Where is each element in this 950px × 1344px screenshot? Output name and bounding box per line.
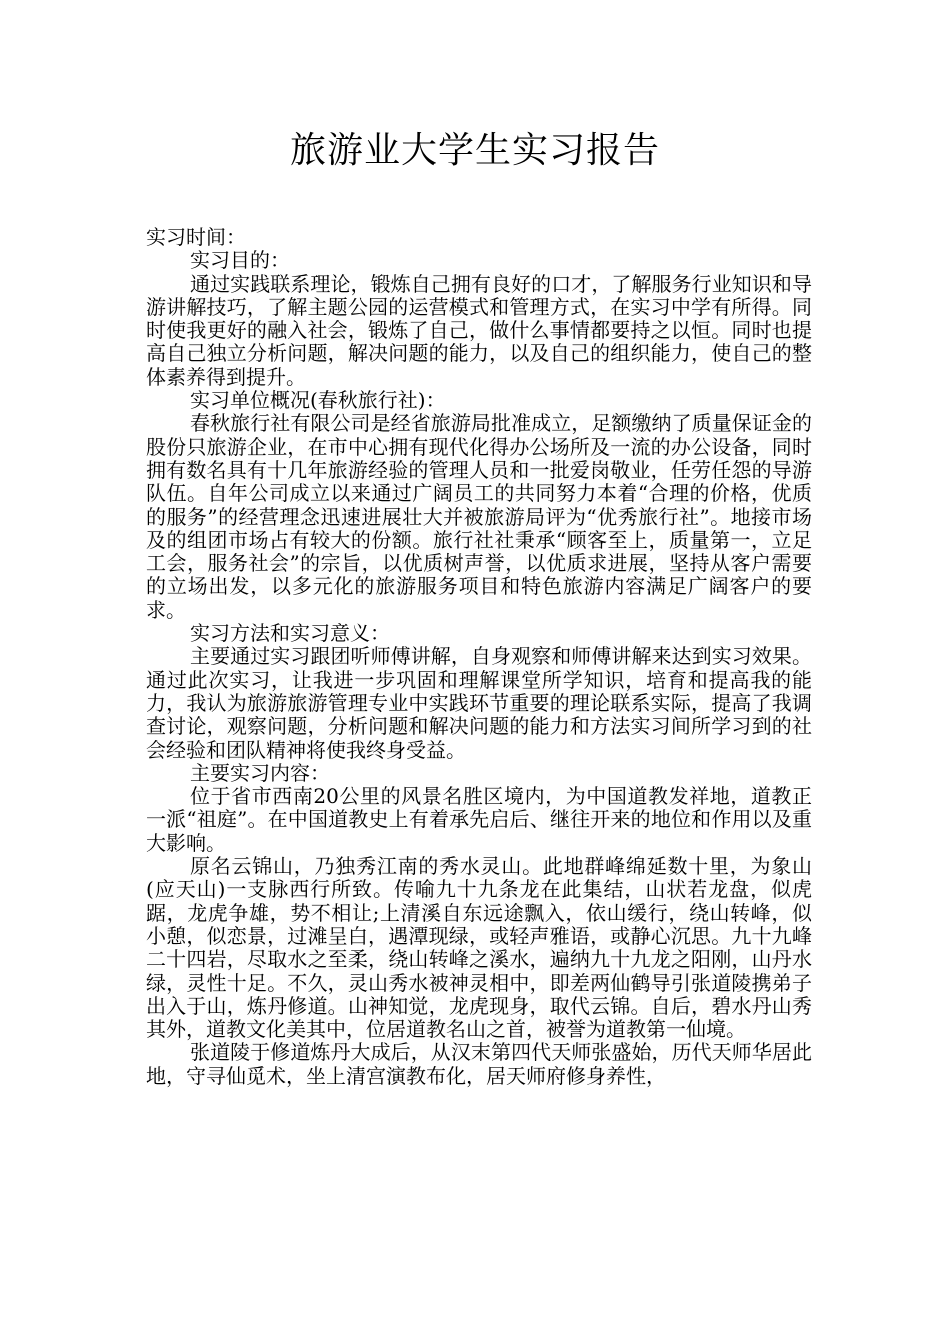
- paragraph-method-significance: 主要通过实习跟团听师傅讲解，自身观察和师傅讲解来达到实习效果。通过此次实习，让我进一步巩固和理解课堂所学知识，培育和提高我的能力，我认为旅游旅游管理专业中实践环节重要的理论联系实际，提高了我调查讨论，观察问题，分析问题和解决问题的能力和方法实习间所学习到的社会经验和团队精神将使我终身受益。: [146, 644, 812, 762]
- heading-internship-purpose: 实习目的：: [190, 248, 290, 273]
- paragraph-company-overview: 春秋旅行社有限公司是经省旅游局批准成立，足额缴纳了质量保证金的股份只旅游企业，在市中心拥有现代化得办公场所及一流的办公设备，同时拥有数名具有十几年旅游经验的管理人员和一批爱岗敬业，任劳任怨的导游队伍。自年公司成立以来通过广阔员工的共同努力本着“合理的价格，优质的服务”的经营理念迅速进展壮大并被旅游局评为“优秀旅行社”。地接市场及的组团市场占有较大的份额。旅行社社秉承“顾客至上，质量第一，立足工会，服务社会”的宗旨，以优质树声誉，以优质求进展，坚持从客户需要的立场出发，以多元化的旅游服务项目和特色旅游内容满足广阔客户的要求。: [146, 411, 812, 622]
- document-title: 旅游业大学生实习报告: [289, 130, 660, 171]
- paragraph-purpose: 通过实践联系理论，锻炼自己拥有良好的口才，了解服务行业知识和导游讲解技巧，了解主题公园的运营模式和管理方式，在实习中学有所得。同时使我更好的融入社会，锻炼了自己，做什么事情都要持之以恒。同时也提高自己独立分析问题，解决问题的能力，以及自己的组织能力，使自己的整体素养得到提升。: [146, 271, 812, 389]
- heading-main-content: 主要实习内容：: [190, 760, 330, 785]
- heading-company-overview: 实习单位概况(春秋旅行社)：: [190, 388, 446, 413]
- paragraph-zhang-daoling: 张道陵于修道炼丹大成后，从汉末第四代天师张盛始，历代天师华居此地，守寻仙觅术，坐上清宫演教布化，居天师府修身养性，: [146, 1040, 812, 1088]
- paragraph-history-mountain: 原名云锦山，乃独秀江南的秀水灵山。此地群峰绵延数十里，为象山(应天山)一支脉西行所致。传喻九十九条龙在此集结，山状若龙盘，似虎踞，龙虎争雄，势不相让;上清溪自东远途飘入，依山缓行，绕山转峰，似小憩，似恋景，过滩呈白，遇潭现绿，或轻声雅语，或静心沉思。九十九峰二十四岩，尽取水之至柔，绕山转峰之溪水，遍纳九十九龙之阳刚，山丹水绿，灵性十足。不久，灵山秀水被神灵相中，即差两仙鹤导引张道陵携弟子出入于山，炼丹修道。山神知觉，龙虎现身，取代云锦。自后，碧水丹山秀其外，道教文化美其中，位居道教名山之首，被誉为道教第一仙境。: [146, 854, 812, 1042]
- paragraph-internship-time: 实习时间：: [146, 225, 246, 249]
- heading-method-significance: 实习方法和实习意义：: [190, 621, 390, 646]
- document-body: [146, 226, 812, 1088]
- paragraph-location: 位于省市西南20公里的风景名胜区境内，为中国道教发祥地，道教正一派“祖庭”。在中国道教史上有着承先启后、继往开来的地位和作用以及重大影响。: [146, 784, 812, 855]
